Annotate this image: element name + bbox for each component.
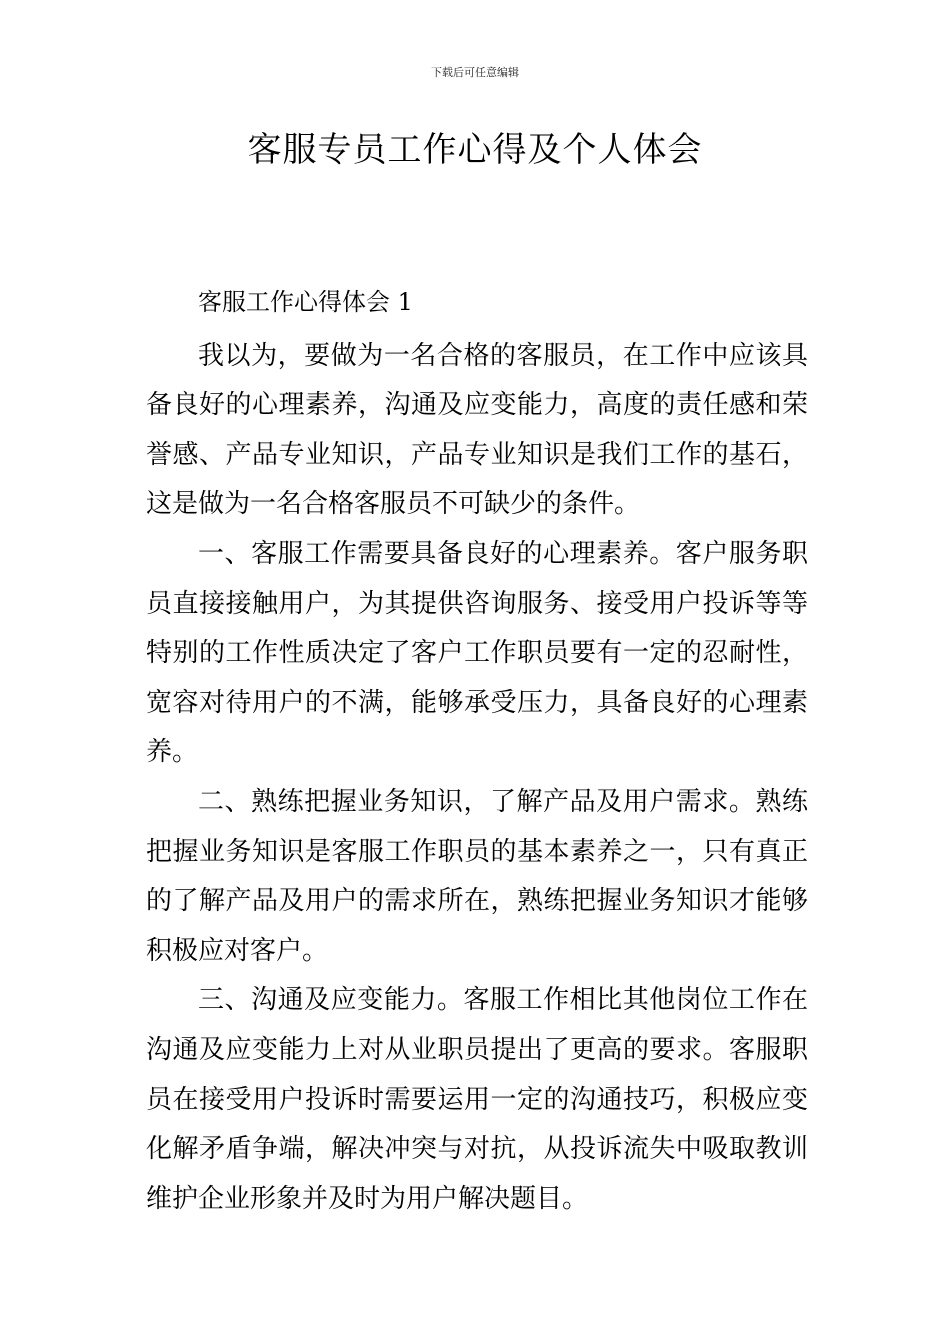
section-heading: 客服工作心得体会 1 (198, 288, 413, 316)
paragraph-point-three: 三、沟通及应变能力。客服工作相比其他岗位工作在沟通及应变能力上对从业职员提出了更高的要求。客服职员在接受用户投诉时需要运用一定的沟通技巧，积极应变化解矛盾争端，解决冲突与对抗，从投诉流失中吸取教训维护企业形象并及时为用户解决题目。 (146, 985, 808, 1214)
document-body (146, 278, 808, 1224)
document-title: 客服专员工作心得及个人体会 (247, 130, 703, 170)
paragraph-intro: 我以为，要做为一名合格的客服员，在工作中应该具备良好的心理素养，沟通及应变能力，高度的责任感和荣誉感、产品专业知识，产品专业知识是我们工作的基石，这是做为一名合格客服员不可缺少的条件。 (146, 340, 808, 520)
paragraph-point-one: 一、客服工作需要具备良好的心理素养。客户服务职员直接接触用户，为其提供咨询服务、接受用户投诉等等特别的工作性质决定了客户工作职员要有一定的忍耐性，宽容对待用户的不满，能够承受压力，具备良好的心理素养。 (146, 538, 808, 768)
header-note: 下载后可任意编辑 (431, 66, 519, 79)
paragraph-point-two: 二、熟练把握业务知识，了解产品及用户需求。熟练把握业务知识是客服工作职员的基本素养之一，只有真正的了解产品及用户的需求所在，熟练把握业务知识才能够积极应对客户。 (146, 786, 808, 966)
